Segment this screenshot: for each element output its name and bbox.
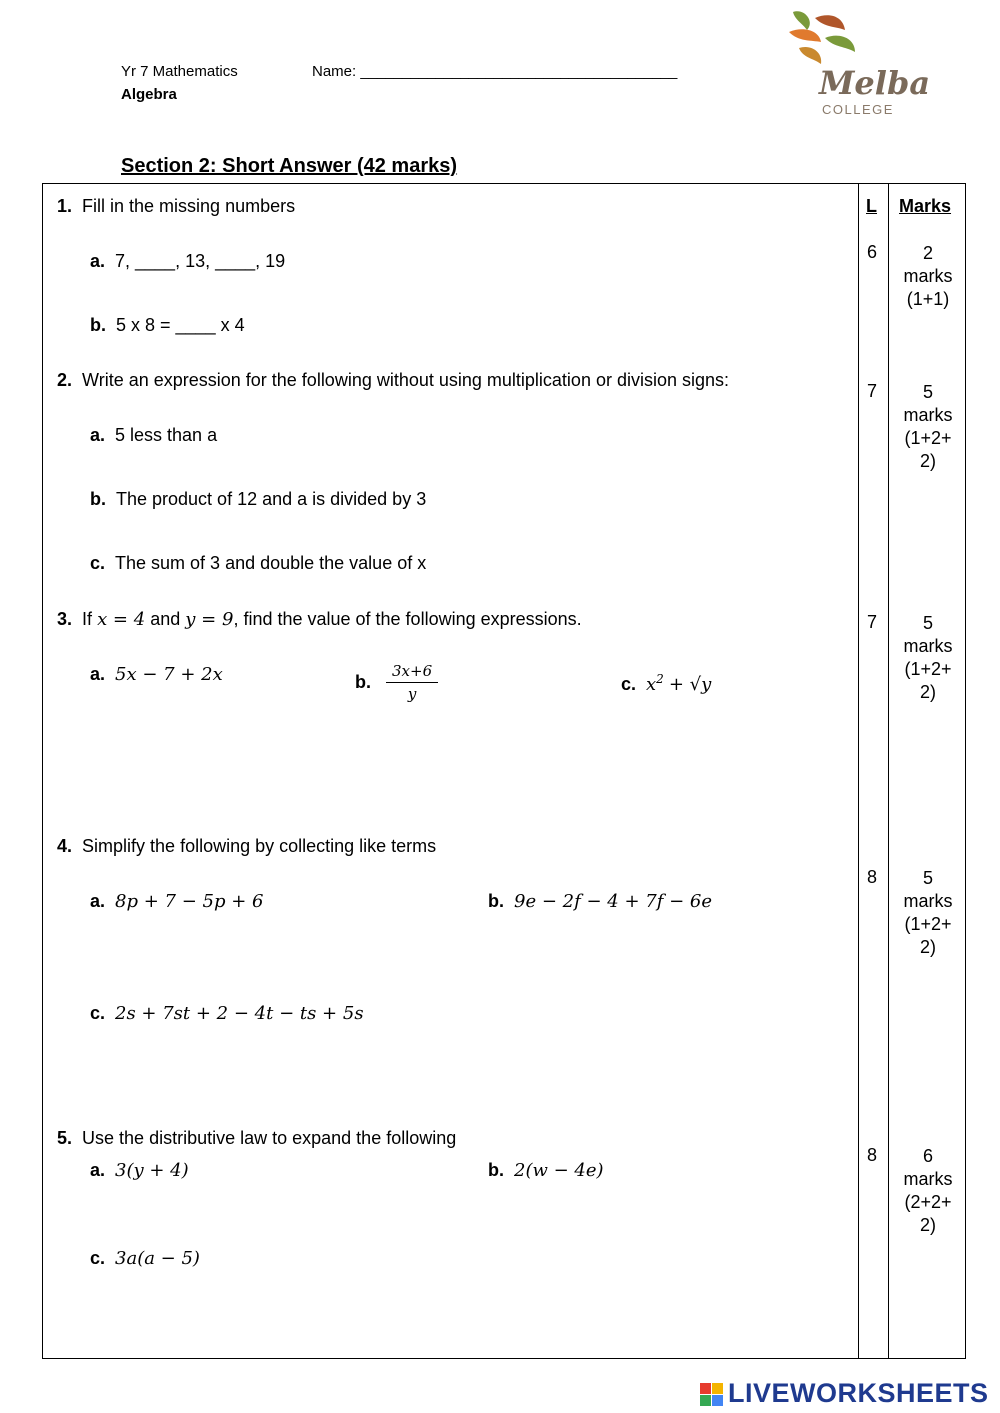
question-text: Write an expression for the following without using multiplication or division signs: <box>82 370 730 390</box>
brand-text: LIVEWORKSHEETS <box>728 1378 989 1408</box>
part-label: c. <box>621 674 637 694</box>
questions-table <box>42 183 966 1359</box>
marks-breakdown-cont: 2) <box>919 682 936 702</box>
question-3b[interactable] <box>355 662 438 703</box>
liveworksheets-logo-icon <box>700 1383 724 1407</box>
part-label: c. <box>90 1003 106 1023</box>
numerator: 3x+6 <box>386 662 438 683</box>
marks-value: 5 <box>922 868 933 888</box>
marks-value: 6 <box>922 1146 933 1166</box>
part-label: a. <box>90 891 106 911</box>
question-5c[interactable] <box>90 1248 200 1269</box>
question-number: 3. <box>57 609 73 629</box>
question-text: Fill in the missing numbers <box>82 196 296 216</box>
question-3-level: 7 <box>866 612 877 632</box>
level-column-divider <box>858 184 859 1358</box>
question-1-level: 6 <box>866 242 877 262</box>
marks-value: 2 <box>922 243 933 263</box>
part-label: a. <box>90 425 106 445</box>
question-2b[interactable] <box>90 489 426 510</box>
level-column-header: L <box>866 196 877 216</box>
question-text-mid: and <box>150 609 181 629</box>
question-number: 4. <box>57 836 73 856</box>
question-1-marks <box>889 242 967 311</box>
marks-column-header: Marks <box>899 196 952 216</box>
fraction <box>386 662 438 703</box>
subject-label: Yr 7 Mathematics <box>121 63 238 80</box>
question-number: 2. <box>57 370 73 390</box>
marks-breakdown: (1+2+ <box>904 914 952 934</box>
question-text: Use the distributive law to expand the following <box>82 1128 457 1148</box>
marks-breakdown: (1+1) <box>906 289 950 309</box>
question-1a[interactable] <box>90 251 285 272</box>
marks-word: marks <box>903 891 953 911</box>
melba-college-logo <box>785 8 935 123</box>
denominator: y <box>407 685 417 703</box>
part-label: b. <box>90 489 106 509</box>
part-label: c. <box>90 1248 106 1268</box>
expression: 3(y + 4) <box>115 1160 189 1181</box>
question-4-level: 8 <box>866 867 877 887</box>
question-4-prompt <box>57 836 436 857</box>
question-4-marks <box>889 867 967 959</box>
marks-value: 5 <box>922 613 933 633</box>
name-field[interactable]: Name: ______________________________________ <box>312 63 678 80</box>
x-value: x = 4 <box>97 609 146 630</box>
expression: 2(w − 4e) <box>514 1160 604 1181</box>
question-2-prompt <box>57 370 729 391</box>
logo-subtitle: COLLEGE <box>822 102 894 117</box>
question-5-marks <box>889 1145 967 1237</box>
part-text: The product of 12 and a is divided by 3 <box>116 489 427 509</box>
marks-breakdown: (2+2+ <box>904 1192 952 1212</box>
part-text: The sum of 3 and double the value of x <box>115 553 427 573</box>
question-5a[interactable] <box>90 1160 189 1181</box>
question-number: 5. <box>57 1128 73 1148</box>
question-5b[interactable] <box>488 1160 604 1181</box>
question-text: Simplify the following by collecting like terms <box>82 836 437 856</box>
question-2c[interactable] <box>90 553 426 574</box>
expression: 9e − 2f − 4 + 7f − 6e <box>514 891 712 912</box>
marks-breakdown: (1+2+ <box>904 428 952 448</box>
question-2-marks <box>889 381 967 473</box>
section-title: Section 2: Short Answer (42 marks) <box>121 155 458 177</box>
part-label: a. <box>90 664 106 684</box>
question-4c[interactable] <box>90 1003 364 1024</box>
base: x <box>646 674 657 695</box>
marks-word: marks <box>903 405 953 425</box>
marks-breakdown-cont: 2) <box>919 937 936 957</box>
marks-word: marks <box>903 636 953 656</box>
expression-rest: + √y <box>668 674 712 695</box>
part-label: b. <box>90 315 106 335</box>
part-label: a. <box>90 251 106 271</box>
question-4a[interactable] <box>90 891 263 912</box>
part-label: b. <box>355 672 371 692</box>
part-text: 5 less than a <box>115 425 218 445</box>
marks-value: 5 <box>922 382 933 402</box>
part-text: 7, ____, 13, ____, 19 <box>115 251 286 271</box>
question-3c[interactable] <box>621 672 711 695</box>
question-3-marks <box>889 612 967 704</box>
question-5-level: 8 <box>866 1145 877 1165</box>
marks-word: marks <box>903 266 953 286</box>
marks-breakdown-cont: 2) <box>919 1215 936 1235</box>
expression: 2s + 7st + 2 − 4t − ts + 5s <box>115 1003 364 1024</box>
question-3-prompt <box>57 609 582 630</box>
marks-breakdown-cont: 2) <box>919 451 936 471</box>
question-5-prompt <box>57 1128 456 1149</box>
question-3a[interactable] <box>90 664 223 685</box>
part-label: b. <box>488 1160 504 1180</box>
question-2-level: 7 <box>866 381 877 401</box>
question-number: 1. <box>57 196 73 216</box>
question-1-prompt <box>57 196 295 217</box>
topic-label: Algebra <box>121 86 177 103</box>
question-text-post: , find the value of the following expressions. <box>233 609 582 629</box>
question-4b[interactable] <box>488 891 712 912</box>
y-value: y = 9 <box>185 609 234 630</box>
part-text: 5 x 8 = ____ x 4 <box>116 315 245 335</box>
question-text-pre: If <box>82 609 93 629</box>
expression: 3a(a − 5) <box>115 1248 200 1269</box>
part-label: c. <box>90 553 106 573</box>
part-label: b. <box>488 891 504 911</box>
liveworksheets-brand[interactable] <box>700 1378 989 1409</box>
question-1b[interactable] <box>90 315 245 336</box>
exponent: 2 <box>656 672 664 686</box>
expression: 5x − 7 + 2x <box>115 664 223 685</box>
question-2a[interactable] <box>90 425 217 446</box>
marks-word: marks <box>903 1169 953 1189</box>
expression: 8p + 7 − 5p + 6 <box>115 891 264 912</box>
part-label: a. <box>90 1160 106 1180</box>
marks-breakdown: (1+2+ <box>904 659 952 679</box>
logo-name: Melba <box>819 64 931 102</box>
